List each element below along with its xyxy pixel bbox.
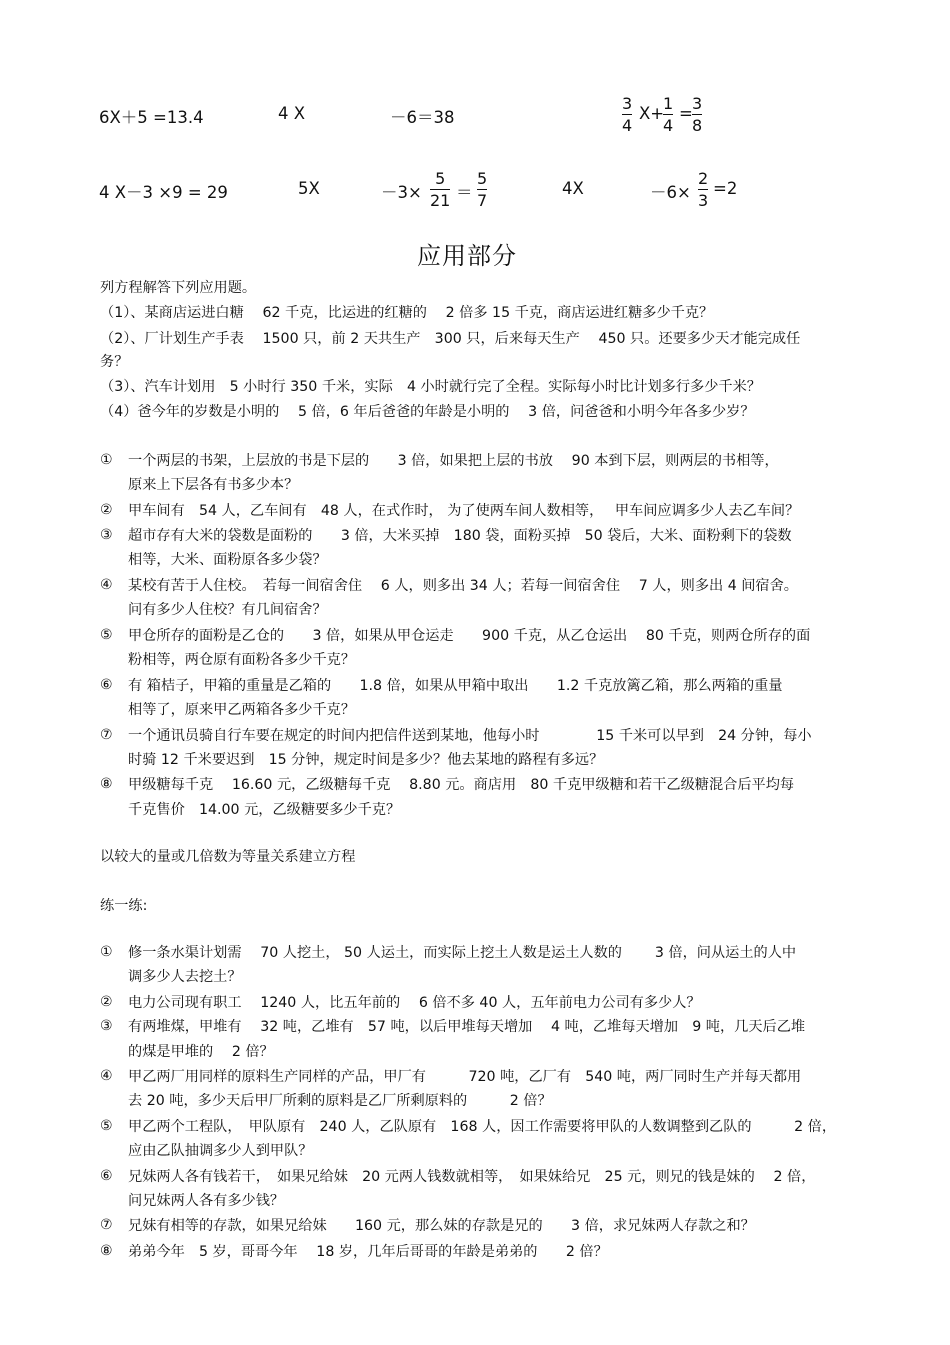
problem-line: 甲级糖每千克 16.60 元，乙级糖每千克 8.80 元。商店用 80 千克甲级糖和若干乙级糖混合后平均每 [128,777,795,793]
practice-line: 调多少人去挖土？ [128,969,242,985]
denominator: 21 [430,191,451,210]
problem-mark: ① [100,452,113,468]
practice-mark: ③ [100,1018,113,1034]
fraction-5-21 [430,168,450,211]
practice-mark: ⑧ [100,1243,113,1259]
problem-line: 有 箱桔子，甲箱的重量是乙箱的 1.8 倍，如果从甲箱中取出 1.2 千克放篱乙箱，那么两箱的重量 [128,678,783,694]
denominator: 3 [698,191,709,210]
practice-line: 兄妹两人各有钱若干， 如果兄给妹 20 元两人钱数就相等， 如果妹给兄 25 元，则兄的钱是妹的 2 倍， [128,1169,816,1185]
practice-line: 甲乙两个工程队， 甲队原有 240 人，乙队原有 168 人，因工作需要将甲队的人数调整到乙队的 2 倍， [128,1119,837,1135]
practice-mark: ② [100,994,113,1010]
practice-line: 甲乙两厂用同样的原料生产同样的产品，甲厂有 720 吨，乙厂有 540 吨，两厂同时生产并每天都用 [128,1069,802,1085]
fraction-1-4 [663,93,673,136]
numbered-problem-4: （4）爸今年的岁数是小明的 5 倍，6 年后爸爸的年龄是小明的 3 倍，问爸爸和小明今年各多少岁？ [100,404,755,420]
practice-line: 兄妹有相等的存款，如果兄给妹 160 元，那么妹的存款是兄的 3 倍，求兄妹两人存款之和？ [128,1218,755,1234]
problem-line: 原来上下层各有书多少本？ [128,477,299,493]
problem-line: 超市存有大米的袋数是面粉的 3 倍，大米买掉 180 袋，面粉买掉 50 袋后，大米、面粉剩下的袋数 [128,528,792,544]
numerator: 1 [663,94,674,113]
practice-mark: ⑦ [100,1217,113,1233]
denominator: 8 [692,116,703,135]
practice-mark: ④ [100,1068,113,1084]
numerator: 3 [622,94,633,113]
problem-line: 相等，大米、面粉原各多少袋？ [128,552,327,568]
equation-3-mid: X+ [639,104,665,123]
problem-line: 某校有苦于人住校。 若每一间宿舍住 6 人，则多出 34 人；若每一间宿舍住 7 人，则多出 4 间宿舍。 [128,578,798,594]
fraction-2-3 [698,168,708,211]
section-title: 应用部分 [417,242,517,270]
equation-5-left: 5X [298,179,320,198]
problem-mark: ⑦ [100,727,113,743]
problem-line: 问有多少人住校？有几间宿舍？ [128,602,327,618]
practice-mark: ⑤ [100,1118,113,1134]
denominator: 4 [622,116,633,135]
equation-5-equals: ＝ [456,183,473,202]
problem-mark: ② [100,502,113,518]
numerator: 3 [692,94,703,113]
numerator: 5 [435,169,446,188]
problem-line: 一个两层的书架，上层放的书是下层的 3 倍，如果把上层的书放 90 本到下层，则两层的书相等， [128,453,779,469]
practice-line: 电力公司现有职工 1240 人，比五年前的 6 倍不多 40 人，五年前电力公司有多少人？ [128,995,701,1011]
problem-mark: ③ [100,527,113,543]
equation-5-mid: －3× [381,183,422,202]
numbered-problem-3: （3）、汽车计划用 5 小时行 350 千米，实际 4 小时就行完了全程。实际每小时比计划多行多少千米？ [100,379,761,395]
problem-mark: ⑤ [100,627,113,643]
fraction-5-7 [477,168,487,211]
equation-4: 4 X－3 ×9 = 29 [99,183,228,202]
equation-6-left: 4X [562,179,584,198]
problem-line: 甲仓所存的面粉是乙仓的 3 倍，如果从甲仓运走 900 千克，从乙仓运出 80 千克，则两仓所存的面 [128,628,811,644]
equation-3-equals: = [679,104,693,123]
problem-mark: ④ [100,577,113,593]
fraction-3-8 [692,93,702,136]
numbered-problem-2-cont: 务？ [100,354,129,370]
equation-2-right: －6＝38 [390,108,455,127]
equation-6-mid: －6× [650,183,691,202]
numerator: 5 [477,169,488,188]
numbered-problem-2: （2）、厂计划生产手表 1500 只，前 2 天共生产 300 只，后来每天生产 450 只。还要多少天才能完成任 [100,331,801,347]
denominator: 7 [477,191,488,210]
practice-line: 去 20 吨，多少天后甲厂所剩的原料是乙厂所剩原料的 2 倍？ [128,1093,552,1109]
practice-line: 问兄妹两人各有多少钱？ [128,1193,285,1209]
problem-line: 一个通讯员骑自行车要在规定的时间内把信件送到某地，他每小时 15 千米可以早到 24 分钟，每小 [128,728,812,744]
problem-line: 粉相等，两仓原有面粉各多少千克？ [128,652,356,668]
practice-mark: ⑥ [100,1168,113,1184]
problem-line: 时骑 12 千米要迟到 15 分钟，规定时间是多少？他去某地的路程有多远？ [128,752,604,768]
problem-mark: ⑥ [100,677,113,693]
problem-line: 甲车间有 54 人，乙车间有 48 人，在式作时， 为了使两车间人数相等， 甲车间应调多少人去乙车间？ [128,503,800,519]
denominator: 4 [663,116,674,135]
practice-line: 弟弟今年 5 岁，哥哥今年 18 岁，几年后哥哥的年龄是弟弟的 2 倍？ [128,1244,608,1260]
numerator: 2 [698,169,709,188]
equation-2-left: 4 X [278,104,306,123]
practice-line: 修一条水渠计划需 70 人挖土， 50 人运土，而实际上挖土人数是运土人数的 3 倍，问从运土的人中 [128,945,797,961]
practice-line: 应由乙队抽调多少人到甲队？ [128,1143,313,1159]
practice-line: 的煤是甲堆的 2 倍？ [128,1044,274,1060]
fraction-3-4 [622,93,632,136]
problem-line: 千克售价 14.00 元，乙级糖要多少千克？ [128,802,401,818]
problem-line: 相等了，原来甲乙两箱各多少千克？ [128,702,356,718]
practice-mark: ① [100,944,113,960]
method-note: 以较大的量或几倍数为等量关系建立方程 [100,849,356,865]
intro-text: 列方程解答下列应用题。 [100,280,257,296]
practice-line: 有两堆煤，甲堆有 32 吨，乙堆有 57 吨，以后甲堆每天增加 4 吨，乙堆每天增加 9 吨，几天后乙堆 [128,1019,806,1035]
numbered-problem-1: （1）、某商店运进白糖 62 千克，比运进的红糖的 2 倍多 15 千克，商店运进红糖多少千克？ [100,305,714,321]
practice-title: 练一练: [100,898,148,914]
problem-mark: ⑧ [100,776,113,792]
equation-1: 6X＋5 =13.4 [99,108,204,127]
equation-6-right: =2 [713,179,738,198]
